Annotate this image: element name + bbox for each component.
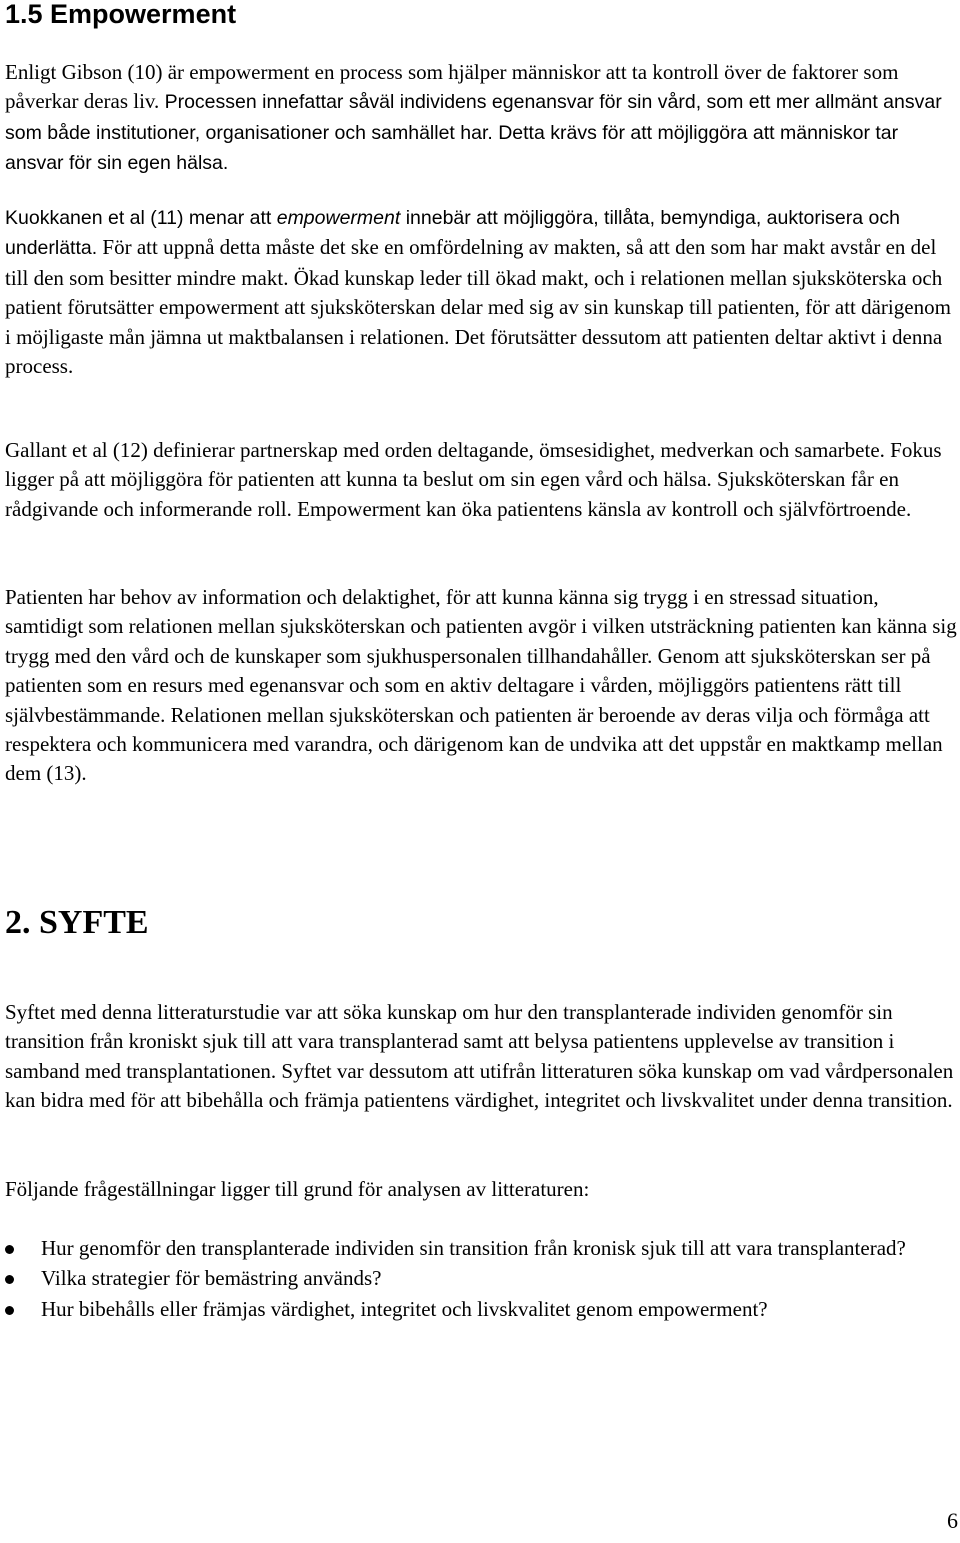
paragraph-empowerment-definition bbox=[5, 58, 957, 179]
list-item bbox=[5, 1264, 957, 1293]
paragraph-questions-intro: Följande frågeställningar ligger till grund för analysen av litteraturen: bbox=[5, 1177, 590, 1201]
paragraph-text: För att uppnå detta måste det ske en omfördelning av makten, så att den som har makt avstår en del till den som besitter mindre makt. Ökad kunskap leder till ökad makt, och i relationen mellan sjuksköterska och patient förutsätter empowerment att sjuksköterskan delar med sig av sin kunskap till patienten, för att därigenom i möjligaste mån jämna ut maktbalansen i relationen. Det förutsätter dessutom att patienten deltar aktivt i denna process. bbox=[5, 235, 951, 379]
paragraph-gallant: Gallant et al (12) definierar partnerskap med orden deltagande, ömsesidighet, medverkan och samarbete. Fokus ligger på att möjliggöra för patienten att kunna ta beslut om sin egen vård och hälsa. Sjuksköterskan får en rådgivande och informerande roll. Empowerment kan öka patientens känsla av kontroll och självförtroende. bbox=[5, 438, 942, 521]
bullet-icon bbox=[5, 1245, 14, 1254]
paragraph-text: Enligt Gibson (10) är empowerment en process som hjälper människor att ta kontroll över de faktorer som påverkar deras liv. bbox=[5, 60, 899, 114]
bullet-icon bbox=[5, 1275, 14, 1284]
list-item bbox=[5, 1234, 957, 1263]
list-item-text: Hur genomför den transplanterade individen sin transition från kronisk sjuk till att vara transplanterad? bbox=[41, 1236, 906, 1260]
list-item-text: Vilka strategier för bemästring används? bbox=[41, 1266, 382, 1291]
list-item-text: Hur bibehålls eller främjas värdighet, integritet och livskvalitet genom empowerment? bbox=[41, 1296, 768, 1321]
paragraph-text-sans: Kuokkanen et al (11) menar att bbox=[5, 207, 277, 229]
paragraph-purpose: Syftet med denna litteraturstudie var att söka kunskap om hur den transplanterade individen genomför sin transition från kroniskt sjuk till att vara transplanterad samt att belysa patientens upplevelse av transition i samband med transplantationen. Syftet var dessutom att utifrån litteraturen söka kunskap om vad vårdpersonalen kan bidra med för att bibehålla och främja patientens värdighet, integritet och livskvalitet under denna transition. bbox=[5, 1000, 954, 1113]
question-list bbox=[5, 1234, 957, 1325]
emphasis-empowerment: empowerment bbox=[276, 207, 401, 229]
paragraph-kuokkanen bbox=[5, 203, 957, 381]
paragraph-text-sans: Processen innefattar såväl individens egenansvar för sin vård, som ett mer allmänt ansvar som både institutioner, organisationer och samhället har. Detta krävs för att möjliggöra att människor tar ansvar för sin egen hälsa. bbox=[5, 91, 942, 175]
paragraph-patient-needs: Patienten har behov av information och delaktighet, för att kunna känna sig trygg i en stressad situation, samtidigt som relationen mellan sjuksköterskan och patienten avgör i vilken utsträckning patienten kan känna sig trygg med den vård och de kunskaper som sjukhuspersonalen tillhandahåller. Genom att sjuksköterskan ser på patienten som en resurs med egenansvar och som en aktiv deltagare i vården, möjliggörs patientens rätt till självbestämmande. Relationen mellan sjuksköterskan och patienten är beroende av deras vilja och förmåga att respektera och kommunicera med varandra, och därigenom kan de undvika att det uppstår en maktkamp mellan dem (13). bbox=[5, 585, 957, 786]
chapter-heading: 2. SYFTE bbox=[5, 904, 149, 941]
page-number: 6 bbox=[947, 1508, 958, 1533]
paragraph-text-sans: innebär att möjliggöra, tillåta, bemyndiga, auktorisera och underlätta. bbox=[5, 207, 900, 260]
list-item bbox=[5, 1295, 957, 1324]
section-heading: 1.5 Empowerment bbox=[5, 0, 237, 29]
bullet-icon bbox=[5, 1306, 14, 1315]
